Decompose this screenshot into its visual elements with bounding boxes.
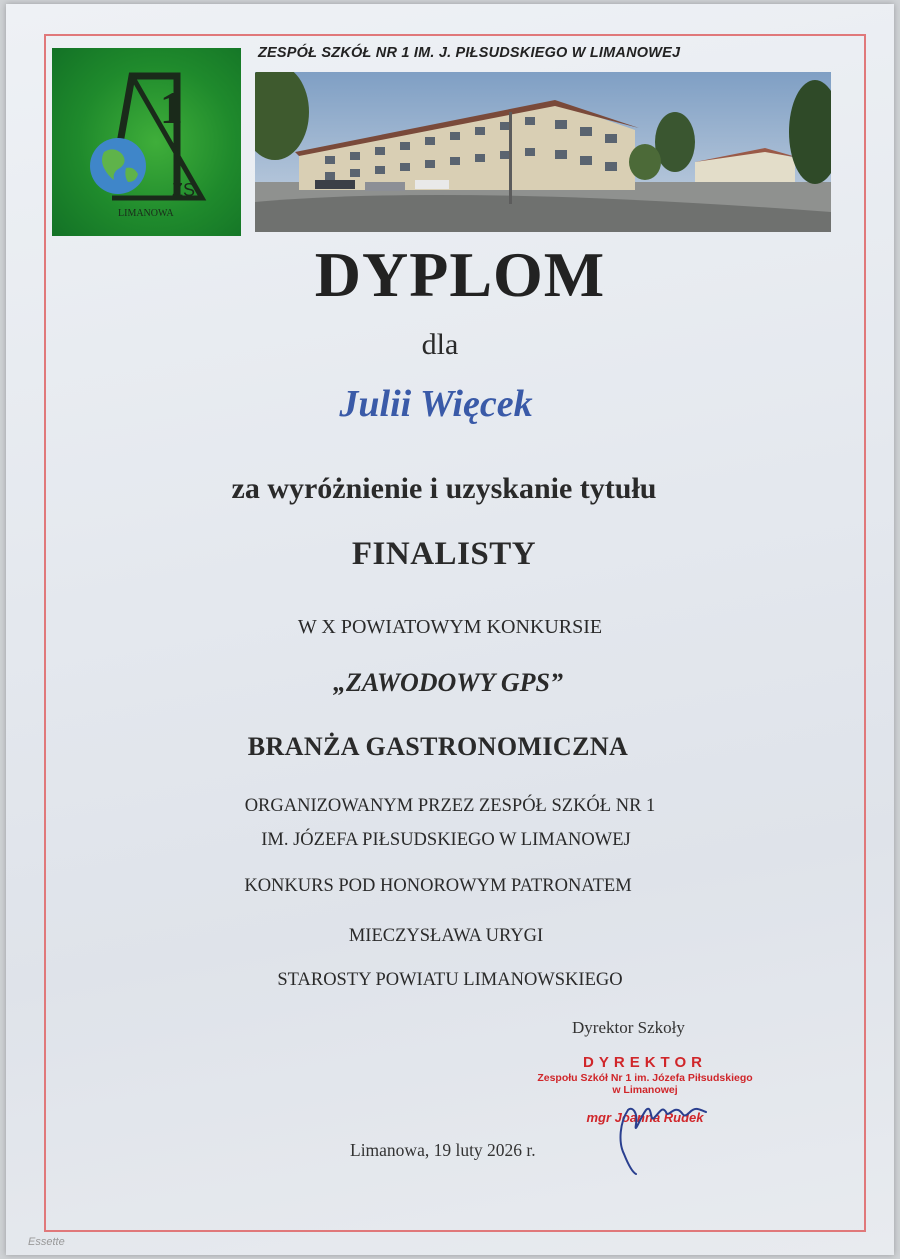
- contest-line: W X POWIATOWYM KONKURSIE: [297, 616, 603, 638]
- handwritten-signature: [610, 1082, 730, 1177]
- svg-text:ZS: ZS: [172, 180, 196, 200]
- organizer-line-1: ORGANIZOWANYM PRZEZ ZESPÓŁ SZKÓŁ NR 1: [244, 796, 656, 816]
- award-reason: za wyróżnienie i uzyskanie tytułu: [231, 472, 657, 505]
- contest-name: „ZAWODOWY GPS”: [333, 668, 563, 697]
- branch-name: BRANŻA GASTRONOMICZNA: [247, 732, 629, 761]
- svg-text:1: 1: [160, 82, 183, 133]
- logo-emblem-icon: [52, 48, 241, 236]
- recipient-name: Julii Więcek: [339, 383, 533, 425]
- patronage-line-2: MIECZYSŁAWA URYGI: [348, 926, 544, 946]
- patronage-line-1: KONKURS POD HONOROWYM PATRONATEM: [244, 876, 632, 896]
- school-building-photo: [255, 72, 831, 232]
- stamp-title: DYREKTOR: [583, 1054, 707, 1071]
- signature-label: Dyrektor Szkoły: [572, 1018, 685, 1037]
- award-title: FINALISTY: [351, 536, 537, 572]
- stamp-line-2: w Limanowej: [612, 1084, 678, 1096]
- school-logo: [52, 48, 241, 236]
- organizer-line-2: IM. JÓZEFA PIŁSUDSKIEGO W LIMANOWEJ: [261, 830, 631, 850]
- paper-edge-mark: Essette: [28, 1236, 65, 1248]
- diploma-title: DYPLOM: [314, 239, 606, 310]
- stamp-name: mgr Joanna Rudek: [586, 1110, 704, 1125]
- for-label: dla: [421, 328, 459, 361]
- school-name: ZESPÓŁ SZKÓŁ NR 1 IM. J. PIŁSUDSKIEGO W LIMANOWEJ: [258, 45, 681, 61]
- stamp-line-1: Zespołu Szkół Nr 1 im. Józefa Piłsudskiego: [537, 1072, 753, 1084]
- patronage-line-3: STAROSTY POWIATU LIMANOWSKIEGO: [277, 970, 623, 990]
- place-and-date: Limanowa, 19 luty 2026 r.: [350, 1140, 536, 1160]
- logo-text: LIMANOWA: [118, 208, 174, 219]
